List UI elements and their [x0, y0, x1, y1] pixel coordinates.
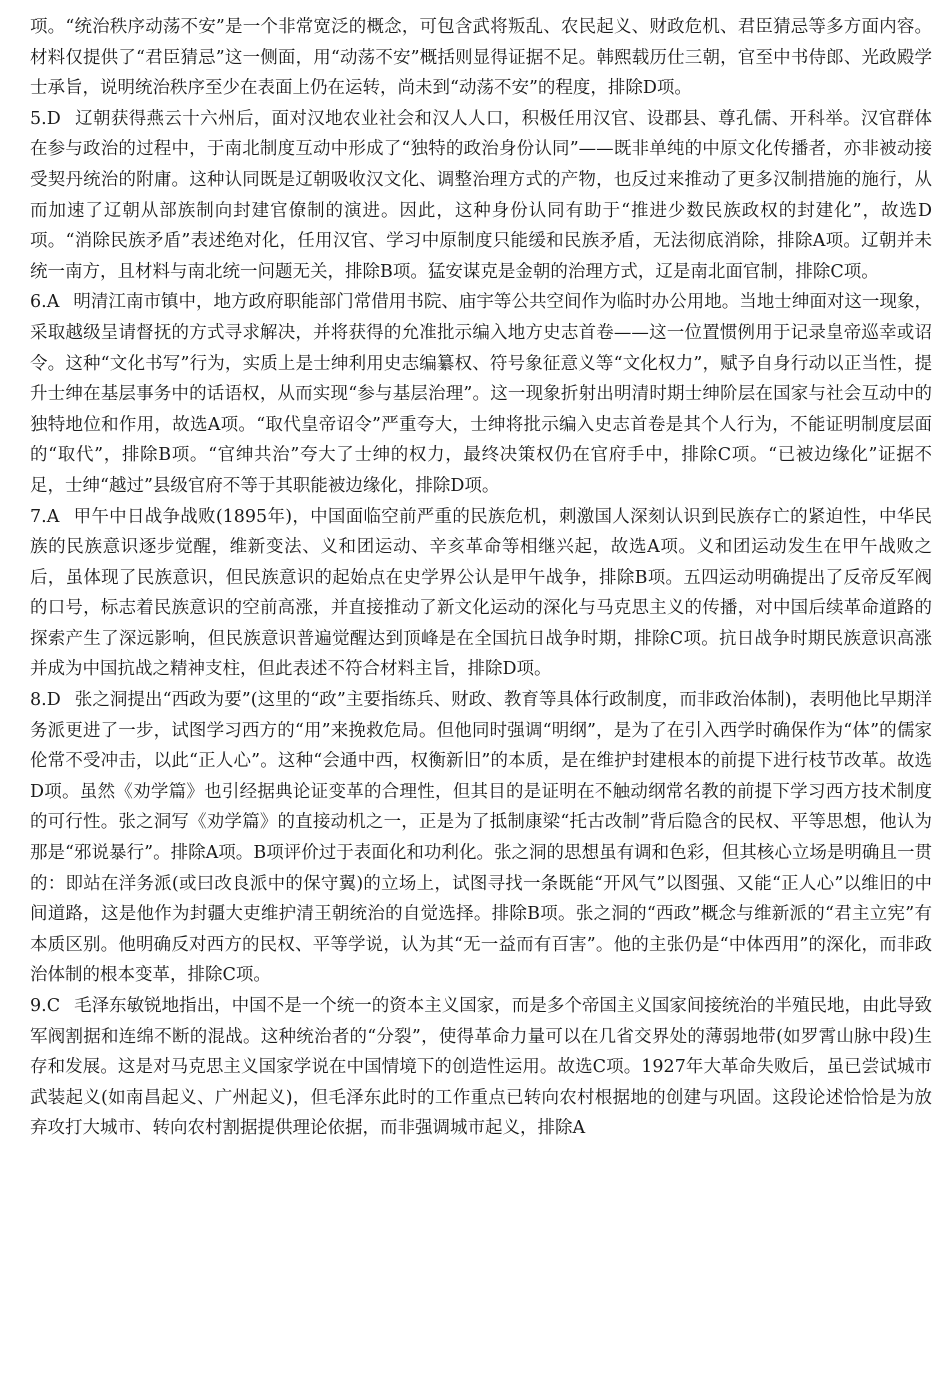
answer-label-7: 7.A — [30, 506, 60, 527]
answer-text-7: 甲午中日战争战败(1895年)，中国面临空前严重的民族危机，刺激国人深刻认识到民族存亡的紧迫性，中华民族的民族意识逐步觉醒，维新变法、义和团运动、辛亥革命等相继兴起，故选A项。义和团运动发生在甲午战败之后，虽体现了民族意识，但民族意识的起始点在史学界公认是甲午战争，排除B项。五四运动明确提出了反帝反军阀的口号，标志着民族意识的空前高涨，并直接推动了新文化运动的深化与马克思主义的传播，对中国后续革命道路的探索产生了深远影响，但民族意识普遍觉醒达到顶峰是在全国抗日战争时期，排除C项。抗日战争时期民族意识高涨并成为中国抗战之精神支柱，但此表述不符合材料主旨，排除D项。 — [30, 506, 932, 680]
answer-item-6 — [30, 287, 932, 501]
answer-item-8 — [30, 685, 932, 991]
answer-text-9: 毛泽东敏锐地指出，中国不是一个统一的资本主义国家，而是多个帝国主义国家间接统治的半殖民地，由此导致军阀割据和连绵不断的混战。这种统治者的“分裂”，使得革命力量可以在几省交界处的薄弱地带(如罗霄山脉中段)生存和发展。这是对马克思主义国家学说在中国情境下的创造性运用。故选C项。1927年大革命失败后，虽已尝试城市武装起义(如南昌起义、广州起义)，但毛泽东此时的工作重点已转向农村根据地的创建与巩固。这段论述恰恰是为放弃攻打大城市、转向农村割据提供理论依据，而非强调城市起义，排除A — [30, 996, 932, 1139]
answer-label-8: 8.D — [30, 690, 61, 711]
answer-item-7 — [30, 502, 932, 686]
answer-text-5: 辽朝获得燕云十六州后，面对汉地农业社会和汉人人口，积极任用汉官、设郡县、尊孔儒、开科举。汉官群体在参与政治的过程中，于南北制度互动中形成了“独特的政治身份认同”——既非单纯的中原文化传播者，亦非被动接受契丹统治的附庸。这种认同既是辽朝吸收汉文化、调整治理方式的产物，也反过来推动了更多汉制措施的施行，从而加速了辽朝从部族制向封建官僚制的演进。因此，这种身份认同有助于“推进少数民族政权的封建化”，故选D项。“消除民族矛盾”表述绝对化，任用汉官、学习中原制度只能缓和民族矛盾，无法彻底消除，排除A项。辽朝并未统一南方，且材料与南北统一问题无关，排除B项。猛安谋克是金朝的治理方式，辽是南北面官制，排除C项。 — [30, 108, 932, 282]
intro-paragraph: 项。“统治秩序动荡不安”是一个非常宽泛的概念，可包含武将叛乱、农民起义、财政危机、君臣猜忌等多方面内容。材料仅提供了“君臣猜忌”这一侧面，用“动荡不安”概括则显得证据不足。韩熙载历仕三朝，官至中书侍郎、光政殿学士承旨，说明统治秩序至少在表面上仍在运转，尚未到“动荡不安”的程度，排除D项。 — [30, 17, 932, 99]
answer-text-6: 明清江南市镇中，地方政府职能部门常借用书院、庙宇等公共空间作为临时办公用地。当地士绅面对这一现象，采取越级呈请督抚的方式寻求解决，并将获得的允准批示编入地方史志首卷——这一位置惯例用于记录皇帝巡幸或诏令。这种“文化书写”行为，实质上是士绅利用史志编纂权、符号象征意义等“文化权力”，赋予自身行动以正当性，提升士绅在基层事务中的话语权，从而实现“参与基层治理”。这一现象折射出明清时期士绅阶层在国家与社会互动中的独特地位和作用，故选A项。“取代皇帝诏令”严重夸大，士绅将批示编入史志首卷是其个人行为，不能证明制度层面的“取代”，排除B项。“官绅共治”夸大了士绅的权力，最终决策权仍在官府手中，排除C项。“已被边缘化”证据不足，士绅“越过”县级官府不等于其职能被边缘化，排除D项。 — [30, 292, 932, 496]
answer-item-5 — [30, 104, 932, 288]
answer-item-9 — [30, 991, 932, 1144]
answer-label-9: 9.C — [30, 996, 61, 1016]
answer-label-5: 5.D — [30, 108, 61, 129]
answer-label-6: 6.A — [30, 292, 60, 313]
answer-text-8: 张之洞提出“西政为要”(这里的“政”主要指练兵、财政、教育等具体行政制度，而非政治体制)，表明他比早期洋务派更进了一步，试图学习西方的“用”来挽救危局。但他同时强调“明纲”，是为了在引入西学时确保作为“体”的儒家伦常不受冲击，以此“正人心”。这种“会通中西，权衡新旧”的本质，是在维护封建根本的前提下进行枝节改革。故选D项。虽然《劝学篇》也引经据典论证变革的合理性，但其目的是证明在不触动纲常名教的前提下学习西方技术制度的可行性。张之洞写《劝学篇》的直接动机之一，正是为了抵制康梁“托古改制”背后隐含的民权、平等思想，他认为那是“邪说暴行”。排除A项。B项评价过于表面化和功利化。张之洞的思想虽有调和色彩，但其核心立场是明确且一贯的：即站在洋务派(或曰改良派中的保守翼)的立场上，试图寻找一条既能“开风气”以图强、又能“正人心”以维旧的中间道路，这是他作为封疆大吏维护清王朝统治的自觉选择。排除B项。张之洞的“西政”概念与维新派的“君主立宪”有本质区别。他明确反对西方的民权、平等学说，认为其“无一益而有百害”。他的主张仍是“中体西用”的深化，而非政治体制的根本变革，排除C项。 — [30, 690, 932, 986]
